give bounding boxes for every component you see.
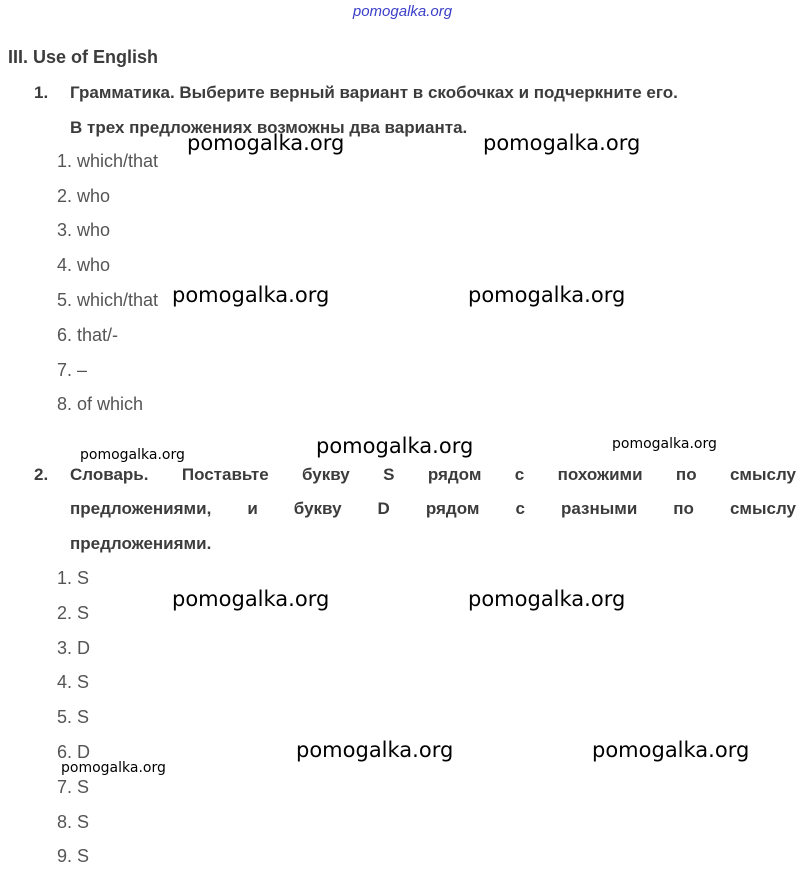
task-2-answer: 7. S [57, 777, 90, 797]
task-1-instruction-line-2: В трех предложениях возможны два варианта. [70, 118, 468, 137]
task-2-answer: 3. D [57, 638, 91, 658]
watermark: pomogalka.org [61, 760, 166, 776]
task-2-instruction-line-3: предложениями. [70, 534, 212, 553]
task-1-answer: 8. of which [57, 394, 144, 414]
watermark: pomogalka.org [612, 436, 717, 452]
task-2-instruction-line-1: Словарь. Поставьте букву S рядом с похожими по смыслу [70, 465, 796, 484]
task-2-number: 2. [34, 465, 49, 484]
task-2-instruction-line-2: предложениями, и букву D рядом с разными по смыслу [70, 499, 796, 518]
task-1-answer: 5. which/that [57, 290, 159, 310]
task-2-answer: 2. S [57, 603, 90, 623]
task-2-answer: 9. S [57, 846, 90, 866]
watermark: pomogalka.org [172, 283, 330, 307]
task-1-number: 1. [34, 83, 49, 102]
task-1-answer: 1. which/that [57, 151, 159, 171]
watermark: pomogalka.org [80, 447, 185, 463]
task-1-instruction-line-1: Грамматика. Выберите верный вариант в скобочках и подчеркните его. [70, 83, 678, 102]
task-2-answer: 4. S [57, 672, 90, 692]
task-2-answer: 6. D [57, 742, 91, 762]
task-1-answer: 6. that/- [57, 325, 119, 345]
watermark: pomogalka.org [296, 738, 454, 762]
watermark: pomogalka.org [316, 434, 474, 458]
site-brand-header: pomogalka.org [352, 3, 453, 20]
task-2-answer: 1. S [57, 568, 90, 588]
watermark: pomogalka.org [468, 283, 626, 307]
task-1-answer: 2. who [57, 186, 111, 206]
watermark: pomogalka.org [468, 587, 626, 611]
task-2-answer: 5. S [57, 707, 90, 727]
task-1-answer: 3. who [57, 220, 111, 240]
task-1-answer: 7. – [57, 360, 88, 380]
watermark: pomogalka.org [483, 131, 641, 155]
watermark: pomogalka.org [187, 131, 345, 155]
watermark: pomogalka.org [172, 587, 330, 611]
task-1-answer: 4. who [57, 255, 111, 275]
section-title: III. Use of English [8, 47, 159, 67]
task-2-answer: 8. S [57, 812, 90, 832]
watermark: pomogalka.org [592, 738, 750, 762]
